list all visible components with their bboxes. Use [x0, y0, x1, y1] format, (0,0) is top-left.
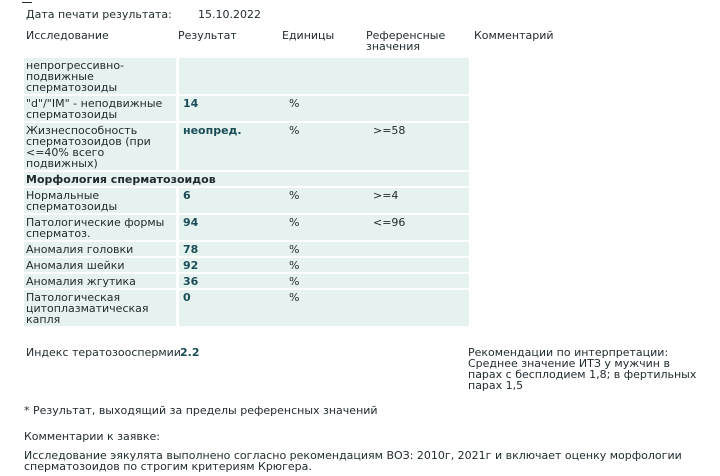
row-unit: %: [287, 96, 371, 123]
comments-text: Исследование эякулята выполнено согласно рекомендациям ВОЗ: 2010г, 2021г и включает оценку морфологии сперматозоидов по строгим критериям Крюгера.: [24, 449, 682, 473]
teratozoospermia-comment: Рекомендации по интерпретации: Среднее значение ИТЗ у мужчин в парах с бесплодием 1,8; в фертильных парах 1,5: [468, 346, 697, 392]
row-ref: >=58: [371, 123, 469, 172]
footnote: * Результат, выходящий за пределы референсных значений: [24, 404, 378, 417]
section-row: [24, 172, 469, 188]
row-name: Аномалия жгутика: [24, 274, 179, 290]
print-date-label: Дата печати результата:: [26, 8, 172, 21]
row-ref: [371, 58, 469, 96]
row-name: Патологическая цитоплазматическая капля: [24, 290, 179, 328]
row-result: неопред.: [179, 123, 287, 172]
table-row: [24, 123, 469, 172]
top-divider: [22, 0, 32, 3]
print-date-value: 15.10.2022: [198, 8, 261, 21]
row-unit: %: [287, 123, 371, 172]
row-result: 0: [179, 290, 287, 328]
row-ref: >=4: [371, 188, 469, 215]
table-row: [24, 58, 469, 96]
section-title: Морфология сперматозоидов: [24, 172, 469, 188]
row-name: Жизнеспособность сперматозоидов (при <=40% всего подвижных): [24, 123, 179, 172]
row-result: 36: [179, 274, 287, 290]
row-name: Аномалия головки: [24, 242, 179, 258]
header-result: Результат: [178, 29, 237, 42]
row-result: 94: [179, 215, 287, 242]
row-name: "d"/"IM" - неподвижные сперматозоиды: [24, 96, 179, 123]
row-result: 78: [179, 242, 287, 258]
row-ref: [371, 274, 469, 290]
row-name: Патологические формы сперматоз.: [24, 215, 179, 242]
row-ref: [371, 290, 469, 328]
comments-title: Комментарии к заявке:: [24, 430, 160, 443]
row-result: 92: [179, 258, 287, 274]
row-name: непрогрессивно-подвижные сперматозоиды: [24, 58, 179, 96]
row-result: 6: [179, 188, 287, 215]
table-row: [24, 258, 469, 274]
table-row: [24, 215, 469, 242]
row-unit: %: [287, 274, 371, 290]
row-unit: %: [287, 188, 371, 215]
table-row: [24, 188, 469, 215]
row-unit: %: [287, 215, 371, 242]
table-row: [24, 242, 469, 258]
row-result: 14: [179, 96, 287, 123]
row-result: [179, 58, 287, 96]
row-name: Аномалия шейки: [24, 258, 179, 274]
row-unit: %: [287, 290, 371, 328]
table-row: [24, 290, 469, 328]
table-row: [24, 96, 469, 123]
header-units: Единицы: [282, 29, 335, 42]
table-header: [0, 30, 720, 60]
row-ref: [371, 242, 469, 258]
teratozoospermia-value: 2.2: [180, 346, 200, 359]
row-unit: %: [287, 242, 371, 258]
results-table: [24, 58, 469, 328]
header-study: Исследование: [26, 29, 109, 42]
row-unit: [287, 58, 371, 96]
row-ref: [371, 96, 469, 123]
table-row: [24, 274, 469, 290]
row-ref: <=96: [371, 215, 469, 242]
header-reference: Референсные значения: [366, 29, 446, 53]
row-ref: [371, 258, 469, 274]
row-unit: %: [287, 258, 371, 274]
header-comment: Комментарий: [474, 29, 554, 42]
teratozoospermia-name: Индекс тератозооспермии: [26, 346, 181, 359]
row-name: Нормальные сперматозоиды: [24, 188, 179, 215]
